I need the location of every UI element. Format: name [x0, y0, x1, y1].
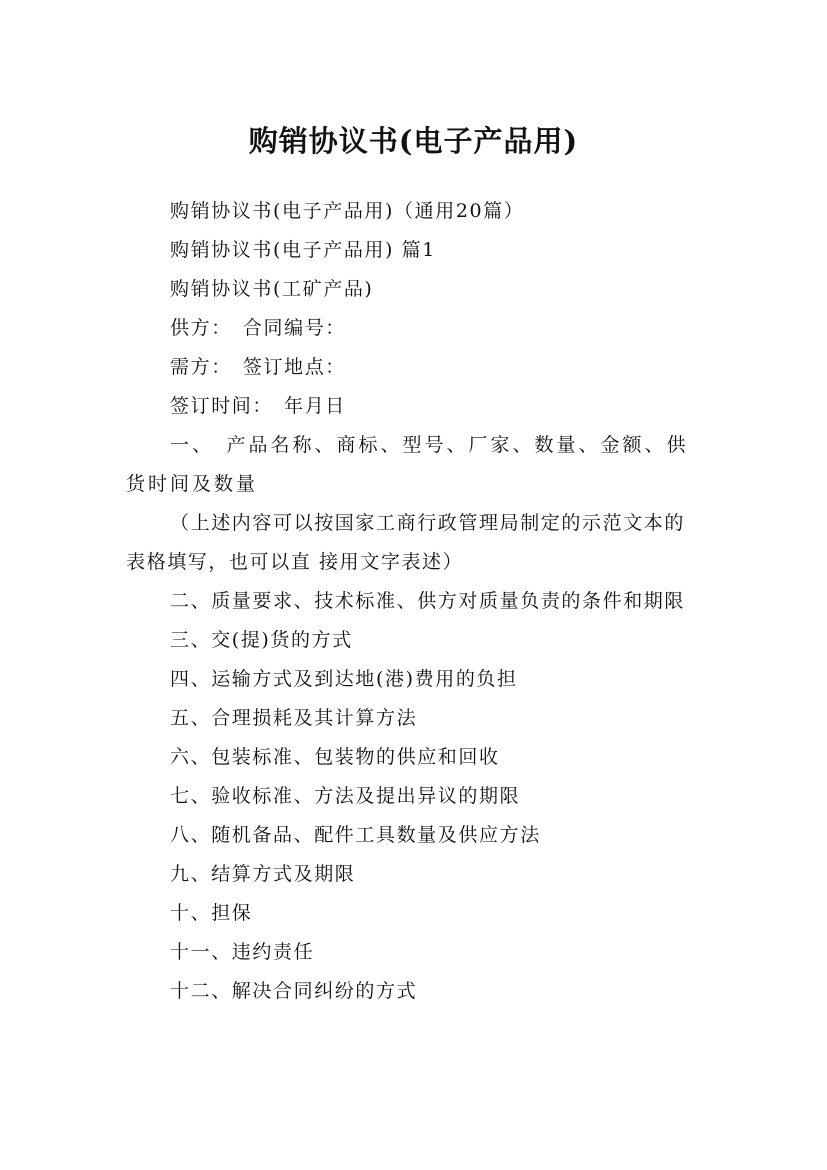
paragraph-clause-8: 八、随机备品、配件工具数量及供应方法	[170, 824, 541, 846]
paragraph-clause-6: 六、包装标准、包装物的供应和回收	[170, 746, 500, 768]
paragraph-clause-2: 二、质量要求、技术标准、供方对质量负责的条件和期限	[170, 590, 686, 612]
document-body	[126, 192, 704, 1011]
paragraph-clause-5: 五、合理损耗及其计算方法	[170, 707, 418, 729]
paragraph-clause-12: 十二、解决合同纠纷的方式	[170, 980, 418, 1002]
paragraph-buyer: 需方： 签订地点：	[170, 356, 346, 378]
paragraph-clause-4: 四、运输方式及到达地(港)费用的负担	[170, 668, 518, 690]
document-title: 购销协议书(电子产品用)	[248, 124, 579, 159]
paragraph-clause-10: 十、担保	[170, 902, 253, 924]
paragraph-clause-3: 三、交(提)货的方式	[170, 629, 353, 651]
paragraph-section-heading: 购销协议书(电子产品用) 篇1	[170, 239, 436, 261]
paragraph-clause-7: 七、验收标准、方法及提出异议的期限	[170, 785, 521, 807]
paragraph-clause-9: 九、结算方式及期限	[170, 863, 356, 885]
paragraph-subtitle: 购销协议书(电子产品用)（通用20篇）	[170, 200, 525, 222]
paragraph-clause-1: 一、 产品名称、商标、型号、厂家、数量、金额、供货时间及数量	[126, 434, 689, 495]
paragraph-contract-name: 购销协议书(工矿产品)	[170, 278, 374, 300]
paragraph-clause-1-note: （上述内容可以按国家工商行政管理局制定的示范文本的表格填写，也可以直 接用文字表述）	[126, 512, 686, 573]
paragraph-clause-11: 十一、违约责任	[170, 941, 315, 963]
paragraph-supplier: 供方： 合同编号：	[170, 317, 346, 339]
paragraph-sign-date: 签订时间： 年月日	[170, 395, 346, 417]
